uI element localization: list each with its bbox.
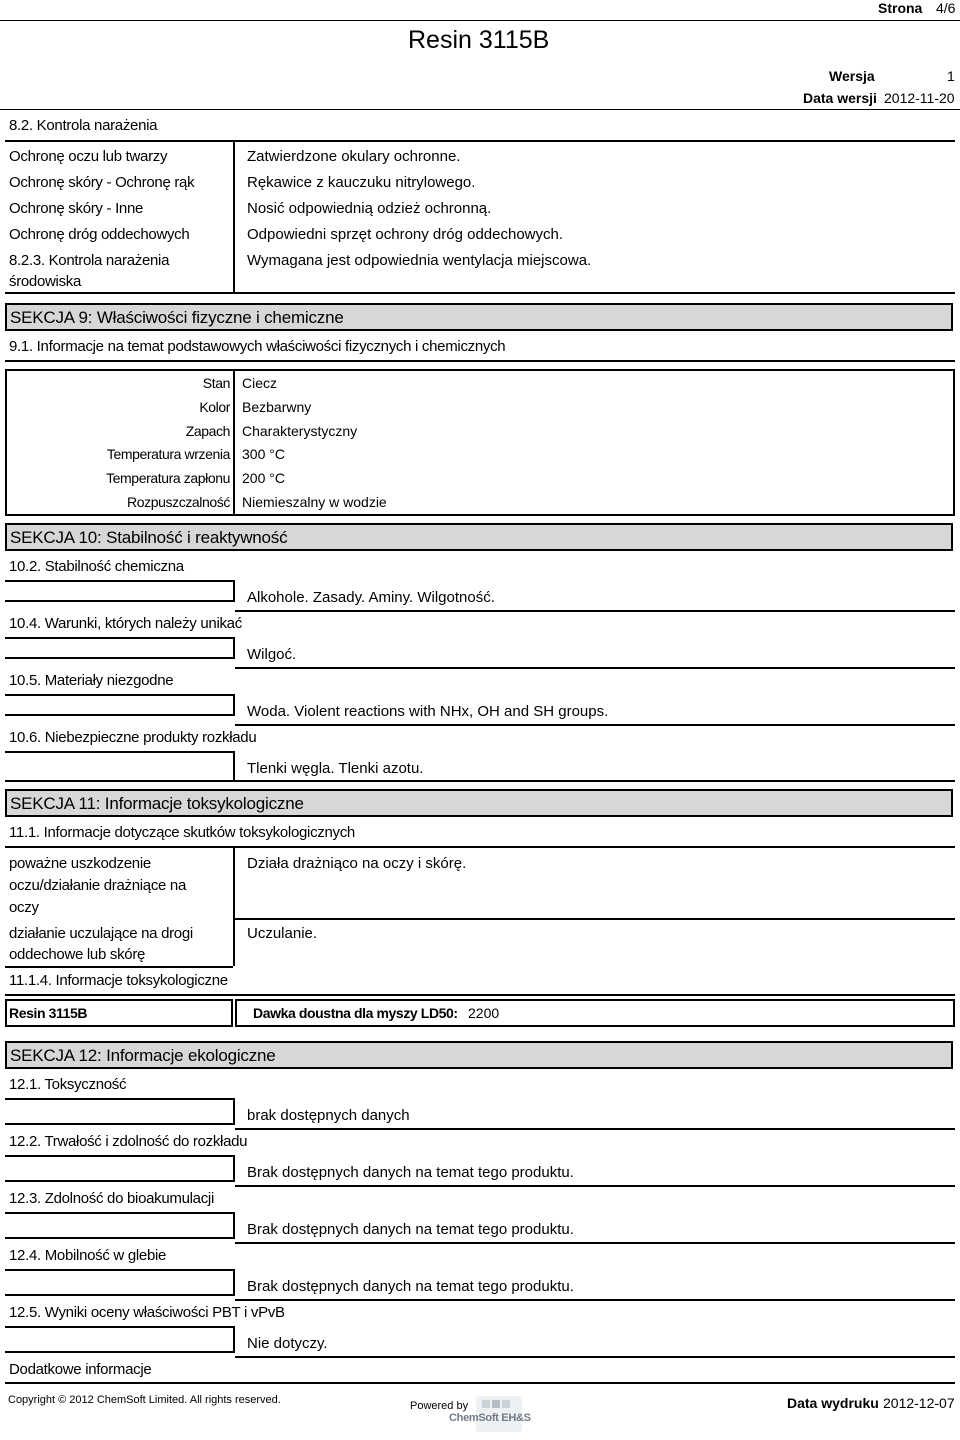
rule	[5, 1237, 233, 1239]
rule	[5, 292, 955, 294]
version-date-value: 2012-11-20	[884, 90, 955, 106]
decomposition-products-label: 10.6. Niebezpieczne produkty rozkładu	[9, 729, 257, 746]
color-value: Bezbarwny	[242, 399, 312, 415]
hand-protection-value: Rękawice z kauczuku nitrylowego.	[247, 174, 476, 191]
eye-damage-label-line1: poważne uszkodzenie	[9, 855, 151, 872]
version-date-label: Data wersji	[803, 90, 877, 106]
respiratory-protection-label: Ochronę dróg oddechowych	[9, 226, 190, 243]
rule	[5, 600, 233, 602]
rule	[5, 1382, 955, 1384]
chemical-stability-label: 10.2. Stabilność chemiczna	[9, 558, 184, 575]
section-11-bar	[5, 789, 953, 817]
environmental-exposure-label-line2: środowiska	[9, 273, 82, 290]
pbt-assessment-value: Nie dotyczy.	[247, 1335, 328, 1352]
column-divider	[233, 1326, 235, 1353]
rule	[235, 1185, 955, 1187]
rule	[5, 657, 233, 659]
solubility-label: Rozpuszczalność	[127, 494, 230, 510]
decomposition-products-value: Tlenki węgla. Tlenki azotu.	[247, 760, 424, 777]
incompatible-materials-value: Woda. Violent reactions with NHx, OH and SH groups.	[247, 703, 609, 720]
odor-value: Charakterystyczny	[242, 423, 358, 439]
state-label: Stan	[202, 375, 230, 391]
powered-by-text: Powered by	[410, 1400, 469, 1412]
section-11-1-heading: 11.1. Informacje dotyczące skutków toksykologicznych	[9, 824, 355, 841]
bioaccumulation-value: Brak dostępnych danych na temat tego produktu.	[247, 1221, 574, 1238]
rule	[235, 610, 955, 612]
rule	[235, 1356, 955, 1358]
hand-protection-label: Ochronę skóry - Ochronę rąk	[9, 174, 195, 191]
column-divider	[233, 694, 235, 716]
rule	[235, 1242, 955, 1244]
column-divider	[233, 1212, 235, 1239]
section-9-1-heading: 9.1. Informacje na temat podstawowych właściwości fizycznych i chemicznych	[9, 338, 506, 355]
print-date-label: Data wydruku	[787, 1395, 879, 1411]
page-label: Strona	[878, 0, 923, 16]
rule	[5, 966, 233, 968]
skin-protection-label: Ochronę skóry - Inne	[9, 200, 144, 217]
section-10-bar	[5, 523, 953, 551]
header-bottom-rule	[0, 109, 960, 110]
eye-damage-label-line3: oczy	[9, 899, 39, 916]
toxicity-label: 12.1. Toksyczność	[9, 1076, 127, 1093]
column-divider	[233, 371, 235, 514]
version-value: 1	[947, 68, 955, 84]
toxicity-value: brak dostępnych danych	[247, 1107, 410, 1124]
rule	[5, 1269, 233, 1271]
mobility-value: Brak dostępnych danych na temat tego produktu.	[247, 1278, 574, 1295]
rule	[5, 780, 955, 782]
eye-damage-value: Działa drażniąco na oczy i skórę.	[247, 855, 467, 872]
tox-ld50-label: Dawka doustna dla myszy LD50:	[253, 1005, 458, 1021]
incompatible-materials-label: 10.5. Materiały niezgodne	[9, 672, 174, 689]
rule	[5, 140, 955, 142]
skin-protection-value: Nosić odpowiednią odzież ochronną.	[247, 200, 492, 217]
persistence-label: 12.2. Trwałość i zdolność do rozkładu	[9, 1133, 248, 1150]
rule	[5, 994, 955, 996]
rule	[5, 1212, 233, 1214]
column-divider	[233, 580, 235, 602]
tox-product-name: Resin 3115B	[9, 1005, 88, 1021]
section-8-2-heading: 8.2. Kontrola narażenia	[9, 117, 158, 134]
rule	[5, 694, 233, 696]
section-11-1-4-heading: 11.1.4. Informacje toksykologiczne	[9, 972, 228, 989]
section-9-title: SEKCJA 9: Właściwości fizyczne i chemiczne	[10, 308, 344, 327]
environmental-exposure-label: 8.2.3. Kontrola narażenia	[9, 252, 170, 269]
flash-point-value: 200 °C	[242, 470, 285, 486]
print-date-value: 2012-12-07	[883, 1395, 955, 1411]
document-title: Resin 3115B	[408, 26, 550, 54]
rule	[5, 580, 233, 582]
rule	[5, 1098, 233, 1100]
respiratory-protection-value: Odpowiedni sprzęt ochrony dróg oddechowych.	[247, 226, 564, 243]
rule	[5, 751, 233, 753]
section-12-title: SEKCJA 12: Informacje ekologiczne	[10, 1046, 276, 1065]
tox-ld50-value: 2200	[468, 1005, 500, 1021]
section-10-title: SEKCJA 10: Stabilność i reaktywność	[10, 528, 288, 547]
conditions-to-avoid-label: 10.4. Warunki, których należy unikać	[9, 615, 242, 632]
column-divider	[233, 637, 235, 659]
bioaccumulation-label: 12.3. Zdolność do bioakumulacji	[9, 1190, 214, 1207]
mobility-label: 12.4. Mobilność w glebie	[9, 1247, 167, 1264]
column-divider	[233, 140, 235, 293]
version-label: Wersja	[829, 68, 875, 84]
rule	[5, 1123, 233, 1125]
rule	[235, 1128, 955, 1130]
rule	[5, 1294, 233, 1296]
rule	[235, 724, 955, 726]
sensitisation-value: Uczulanie.	[247, 925, 318, 942]
rule	[5, 360, 955, 362]
boiling-point-label: Temperatura wrzenia	[106, 446, 230, 462]
odor-label: Zapach	[185, 423, 230, 439]
header-rule	[0, 20, 960, 21]
pbt-assessment-label: 12.5. Wyniki oceny właściwości PBT i vPvB	[9, 1304, 285, 1321]
sensitisation-label-line2: oddechowe lub skórę	[9, 946, 146, 963]
section-11-title: SEKCJA 11: Informacje toksykologiczne	[10, 794, 304, 813]
page-number: 4/6	[936, 0, 956, 16]
persistence-value: Brak dostępnych danych na temat tego produktu.	[247, 1164, 574, 1181]
flash-point-label: Temperatura zapłonu	[106, 470, 230, 486]
state-value: Ciecz	[242, 375, 278, 391]
rule	[235, 667, 955, 669]
eye-protection-label: Ochronę oczu lub twarzy	[9, 148, 168, 165]
column-divider	[233, 751, 235, 781]
rule	[235, 1299, 955, 1301]
rule	[5, 637, 233, 639]
rule	[5, 714, 233, 716]
column-divider	[233, 1269, 235, 1296]
section-9-bar	[5, 303, 953, 331]
additional-info-label: Dodatkowe informacje	[9, 1361, 152, 1378]
rule	[5, 1326, 233, 1328]
column-divider	[233, 846, 235, 966]
chemical-stability-value: Alkohole. Zasady. Aminy. Wilgotność.	[247, 589, 495, 606]
conditions-to-avoid-value: Wilgoć.	[247, 646, 297, 663]
chemsoft-logo-text: ChemSoft EH&S	[449, 1412, 531, 1424]
solubility-value: Niemieszalny w wodzie	[242, 494, 387, 510]
section-12-bar	[5, 1041, 953, 1069]
environmental-exposure-value: Wymagana jest odpowiednia wentylacja miejscowa.	[247, 252, 592, 269]
rule	[5, 1155, 233, 1157]
rule	[5, 1351, 233, 1353]
rule	[5, 1180, 233, 1182]
color-label: Kolor	[199, 399, 230, 415]
boiling-point-value: 300 °C	[242, 446, 285, 462]
copyright-text: Copyright © 2012 ChemSoft Limited. All rights reserved.	[8, 1394, 281, 1406]
eye-damage-label-line2: oczu/działanie drażniące na	[9, 877, 187, 894]
eye-protection-value: Zatwierdzone okulary ochronne.	[247, 148, 461, 165]
rule	[235, 918, 955, 920]
column-divider	[233, 1098, 235, 1125]
column-divider	[233, 1155, 235, 1182]
rule	[5, 846, 955, 848]
sensitisation-label-line1: działanie uczulające na drogi	[9, 925, 193, 942]
